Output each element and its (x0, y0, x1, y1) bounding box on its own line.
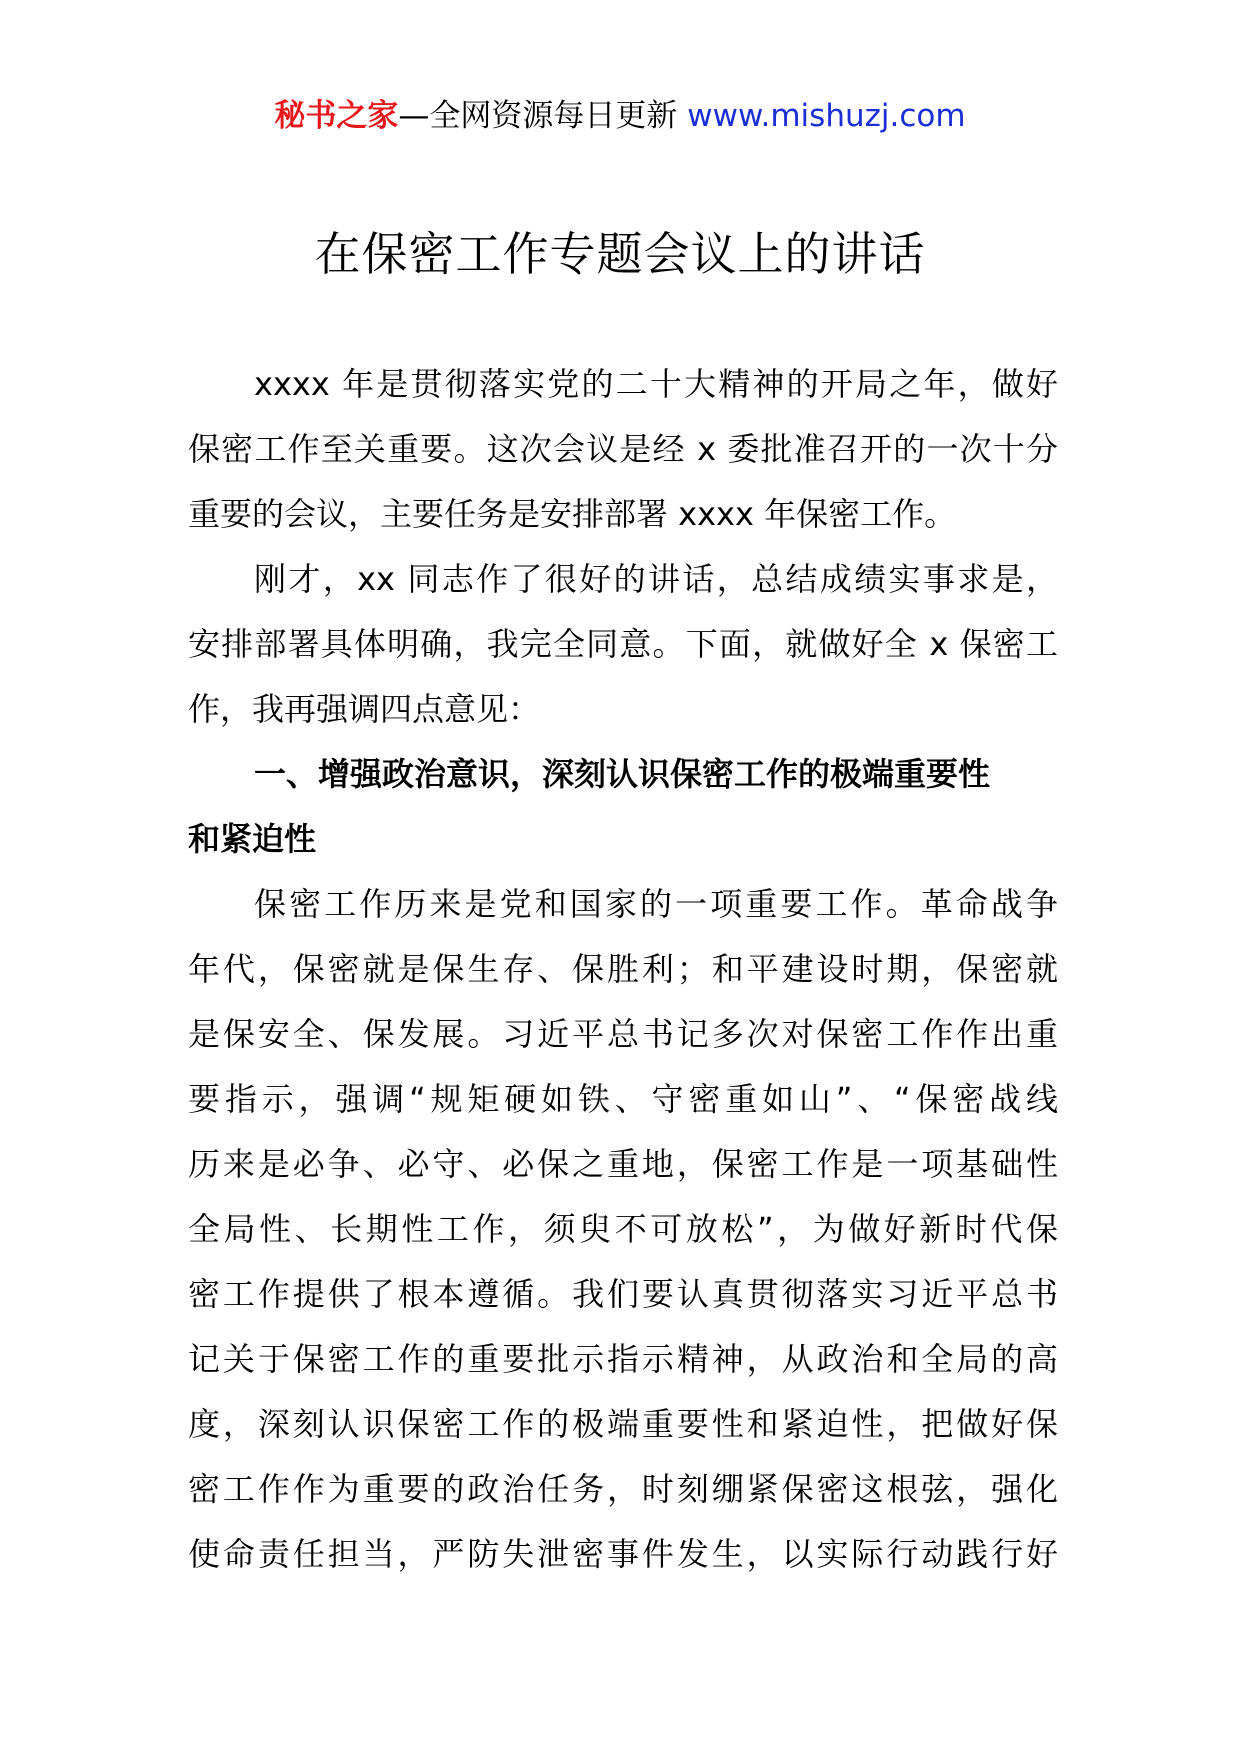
paragraph-line: 密工作提供了根本遵循。我们要认真贯彻落实习近平总书 (188, 1275, 1058, 1313)
paragraph-line: 密工作作为重要的政治任务，时刻绷紧保密这根弦，强化 (188, 1470, 1058, 1508)
paragraph-line: 记关于保密工作的重要批示指示精神，从政治和全局的高 (188, 1340, 1058, 1378)
paragraph-line: 年代，保密就是保生存、保胜利；和平建设时期，保密就 (188, 950, 1058, 988)
paragraph-line: 安排部署具体明确，我完全同意。下面，就做好全 x 保密工 (188, 625, 1058, 663)
section-heading-line: 和紧迫性 (188, 820, 317, 858)
paragraph-line: 全局性、长期性工作，须臾不可放松”，为做好新时代保 (188, 1210, 1058, 1248)
site-url-link[interactable]: www.mishuzj.com (687, 98, 966, 134)
paragraph-line: 度，深刻认识保密工作的极端重要性和紧迫性，把做好保 (188, 1405, 1058, 1443)
site-header (0, 96, 1240, 136)
paragraph-line: 使命责任担当，严防失泄密事件发生，以实际行动践行好 (188, 1535, 1058, 1573)
paragraph-line: 历来是必争、必守、必保之重地，保密工作是一项基础性 (188, 1145, 1058, 1183)
paragraph-line: 是保安全、保发展。习近平总书记多次对保密工作作出重 (188, 1015, 1058, 1053)
paragraph-line: 要指示，强调“规矩硬如铁、守密重如山”、“保密战线 (188, 1080, 1058, 1118)
paragraph-line: 保密工作至关重要。这次会议是经 x 委批准召开的一次十分 (188, 430, 1058, 468)
document-title: 在保密工作专题会议上的讲话 (314, 227, 926, 281)
paragraph-line: 重要的会议，主要任务是安排部署 xxxx 年保密工作。 (188, 495, 957, 533)
paragraph-line: xxxx 年是贯彻落实党的二十大精神的开局之年，做好 (254, 365, 1058, 403)
section-heading-line: 一、增强政治意识，深刻认识保密工作的极端重要性 (254, 755, 991, 793)
document-body (188, 356, 1058, 1591)
paragraph-line: 作，我再强调四点意见： (188, 690, 541, 728)
site-slogan: —全网资源每日更新 (398, 98, 678, 134)
site-brand: 秘书之家 (274, 98, 399, 134)
paragraph-line: 保密工作历来是党和国家的一项重要工作。革命战争 (254, 885, 1058, 923)
paragraph-line: 刚才，xx 同志作了很好的讲话，总结成绩实事求是， (254, 560, 1058, 598)
